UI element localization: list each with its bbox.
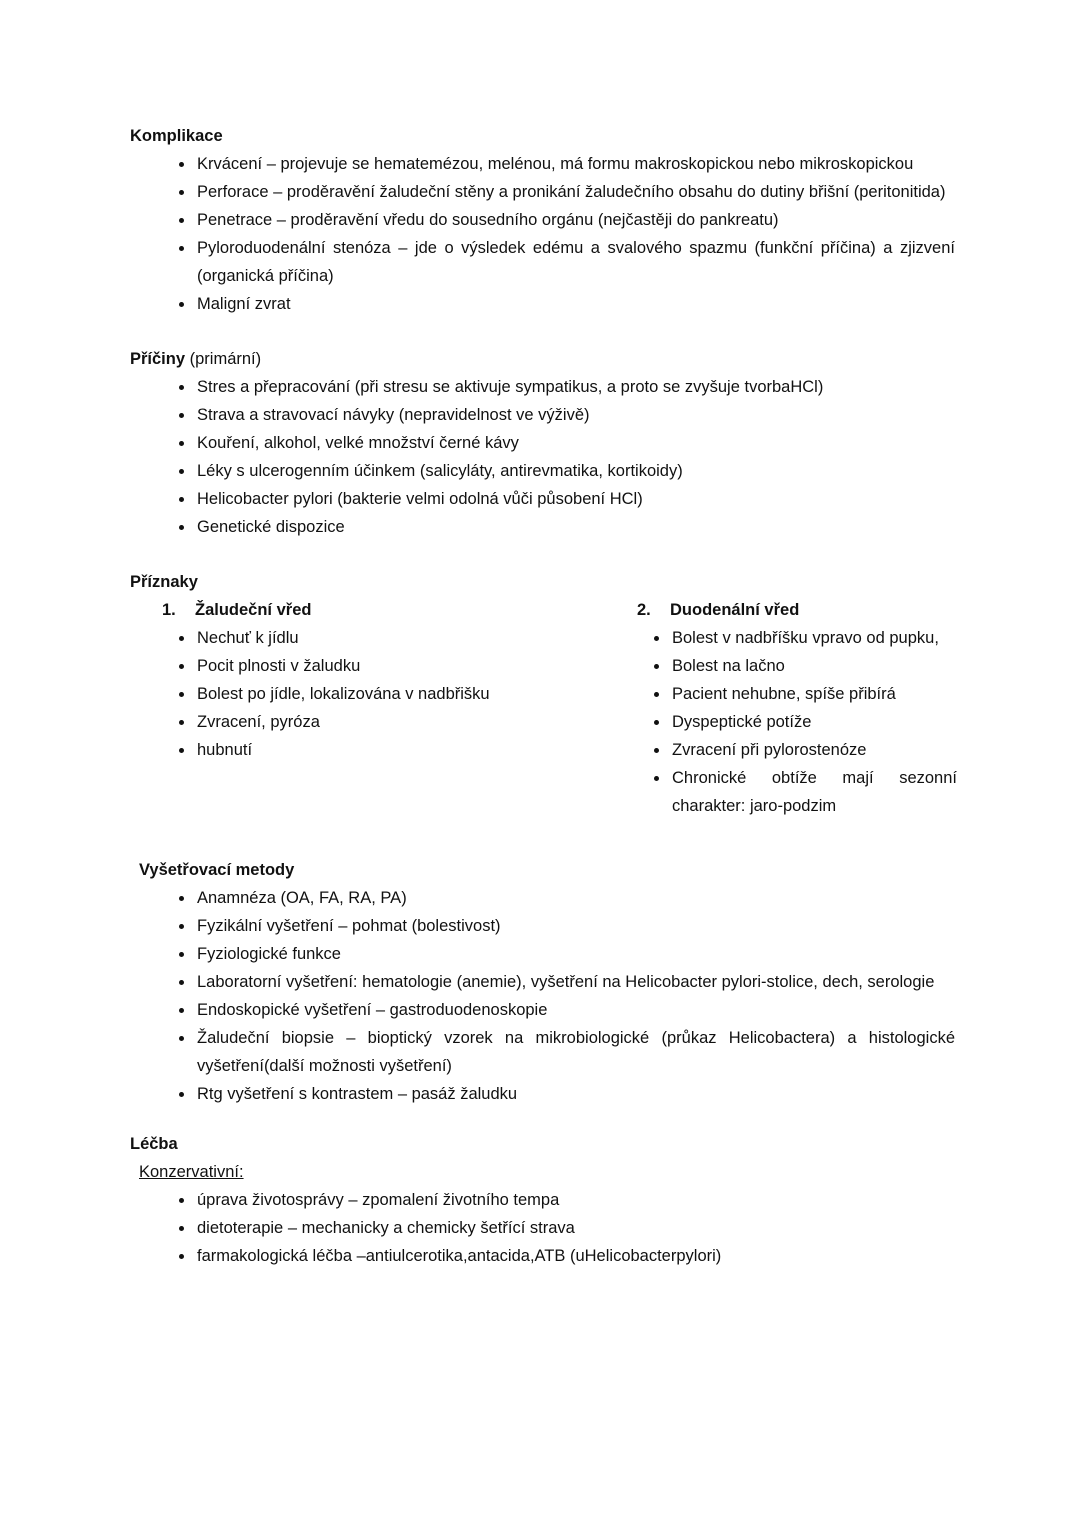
- bullet-item: • Pocit plnosti v žaludku: [195, 652, 535, 680]
- column-number: 2.: [637, 601, 651, 619]
- bullet-item: • hubnutí: [195, 736, 535, 764]
- bullet-item: • Perforace – proděravění žaludeční stěny a pronikání žaludečního obsahu do dutiny břišní (peritonitida): [195, 178, 955, 206]
- bullet-item: • Léky s ulcerogenním účinkem (salicyláty, antirevmatika, kortikoidy): [195, 457, 955, 485]
- bullet-item: • Strava a stravovací návyky (nepravidelnost ve výživě): [195, 401, 955, 429]
- bullet-item: • Fyziologické funkce: [195, 940, 955, 968]
- duodenalni-list: [605, 624, 957, 820]
- bullet-item: • Bolest v nadbříšku vpravo od pupku,: [670, 624, 957, 652]
- bullet-item: • Rtg vyšetření s kontrastem – pasáž žaludku: [195, 1080, 955, 1108]
- bullet-item: • Endoskopické vyšetření – gastroduodenoskopie: [195, 996, 955, 1024]
- bullet-item: • Bolest po jídle, lokalizována v nadbřišku: [195, 680, 535, 708]
- bullet-item: • Laboratorní vyšetření: hematologie (anemie), vyšetření na Helicobacter pylori-stolice, dech, serologie: [195, 968, 955, 996]
- bullet-item: • Nechuť k jídlu: [195, 624, 535, 652]
- section-heading-komplikace: Komplikace: [130, 127, 223, 145]
- column-title-duodenalni: [637, 596, 957, 624]
- column-title-text: Duodenální vřed: [670, 601, 800, 619]
- subheading-konzervativni: Konzervativní:: [139, 1163, 244, 1181]
- bullet-item: • Fyzikální vyšetření – pohmat (bolestivost): [195, 912, 955, 940]
- column-number: 1.: [162, 601, 176, 619]
- bullet-item: • Anamnéza (OA, FA, RA, PA): [195, 884, 955, 912]
- section-komplikace: [130, 122, 955, 318]
- heading-bold-text: Příčiny: [130, 350, 186, 368]
- bullet-item: • Krvácení – projevuje se hematemézou, melénou, má formu makroskopickou nebo mikroskopickou: [195, 150, 955, 178]
- priznaky-column-zaludecni: [130, 596, 535, 764]
- section-priznaky: [130, 568, 955, 820]
- bullet-item: • Žaludeční biopsie – bioptický vzorek na mikrobiologické (průkaz Helicobactera) a histologické vyšetření(další možnosti vyšetření): [195, 1024, 955, 1080]
- zaludecni-list: [130, 624, 535, 764]
- priciny-list: [130, 373, 955, 541]
- bullet-item: • Zvracení, pyróza: [195, 708, 535, 736]
- column-title-text: Žaludeční vřed: [195, 601, 312, 619]
- column-title-zaludecni: [162, 596, 535, 624]
- bullet-item: • Chronické obtíže mají sezonní charakter: jaro-podzim: [670, 764, 957, 820]
- bullet-item: • Zvracení při pylorostenóze: [670, 736, 957, 764]
- bullet-item: • Maligní zvrat: [195, 290, 955, 318]
- section-lecba: [130, 1130, 955, 1270]
- bullet-item: • Helicobacter pylori (bakterie velmi odolná vůči působení HCl): [195, 485, 955, 513]
- priznaky-columns: [130, 596, 955, 820]
- bullet-item: • Pyloroduodenální stenóza – jde o výsledek edému a svalového spazmu (funkční příčina) a zjizvení (organická příčina): [195, 234, 955, 290]
- section-heading-priciny: [130, 345, 955, 373]
- section-vysetrovaci: [130, 856, 955, 1108]
- heading-regular-text: (primární): [185, 350, 262, 368]
- bullet-item: • úprava životosprávy – zpomalení životního tempa: [195, 1186, 955, 1214]
- bullet-item: • Pacient nehubne, spíše přibírá: [670, 680, 957, 708]
- vysetrovaci-list: [130, 884, 955, 1108]
- section-heading-lecba: Léčba: [130, 1135, 178, 1153]
- bullet-item: • dietoterapie – mechanicky a chemicky šetřící strava: [195, 1214, 955, 1242]
- bullet-item: • farmakologická léčba –antiulcerotika,antacida,ATB (uHelicobacterpylori): [195, 1242, 955, 1270]
- bullet-item: • Penetrace – proděravění vředu do sousedního orgánu (nejčastěji do pankreatu): [195, 206, 955, 234]
- bullet-item: • Genetické dispozice: [195, 513, 955, 541]
- section-heading-vysetrovaci: Vyšetřovací metody: [139, 861, 295, 879]
- section-heading-priznaky: Příznaky: [130, 573, 198, 591]
- priznaky-column-duodenalni: [605, 596, 957, 820]
- lecba-list: [130, 1186, 955, 1270]
- komplikace-list: [130, 150, 955, 318]
- bullet-item: • Bolest na lačno: [670, 652, 957, 680]
- bullet-item: • Dyspeptické potíže: [670, 708, 957, 736]
- section-priciny: [130, 345, 955, 541]
- bullet-item: • Stres a přepracování (při stresu se aktivuje sympatikus, a proto se zvyšuje tvorbaHCl): [195, 373, 955, 401]
- bullet-item: • Kouření, alkohol, velké množství černé kávy: [195, 429, 955, 457]
